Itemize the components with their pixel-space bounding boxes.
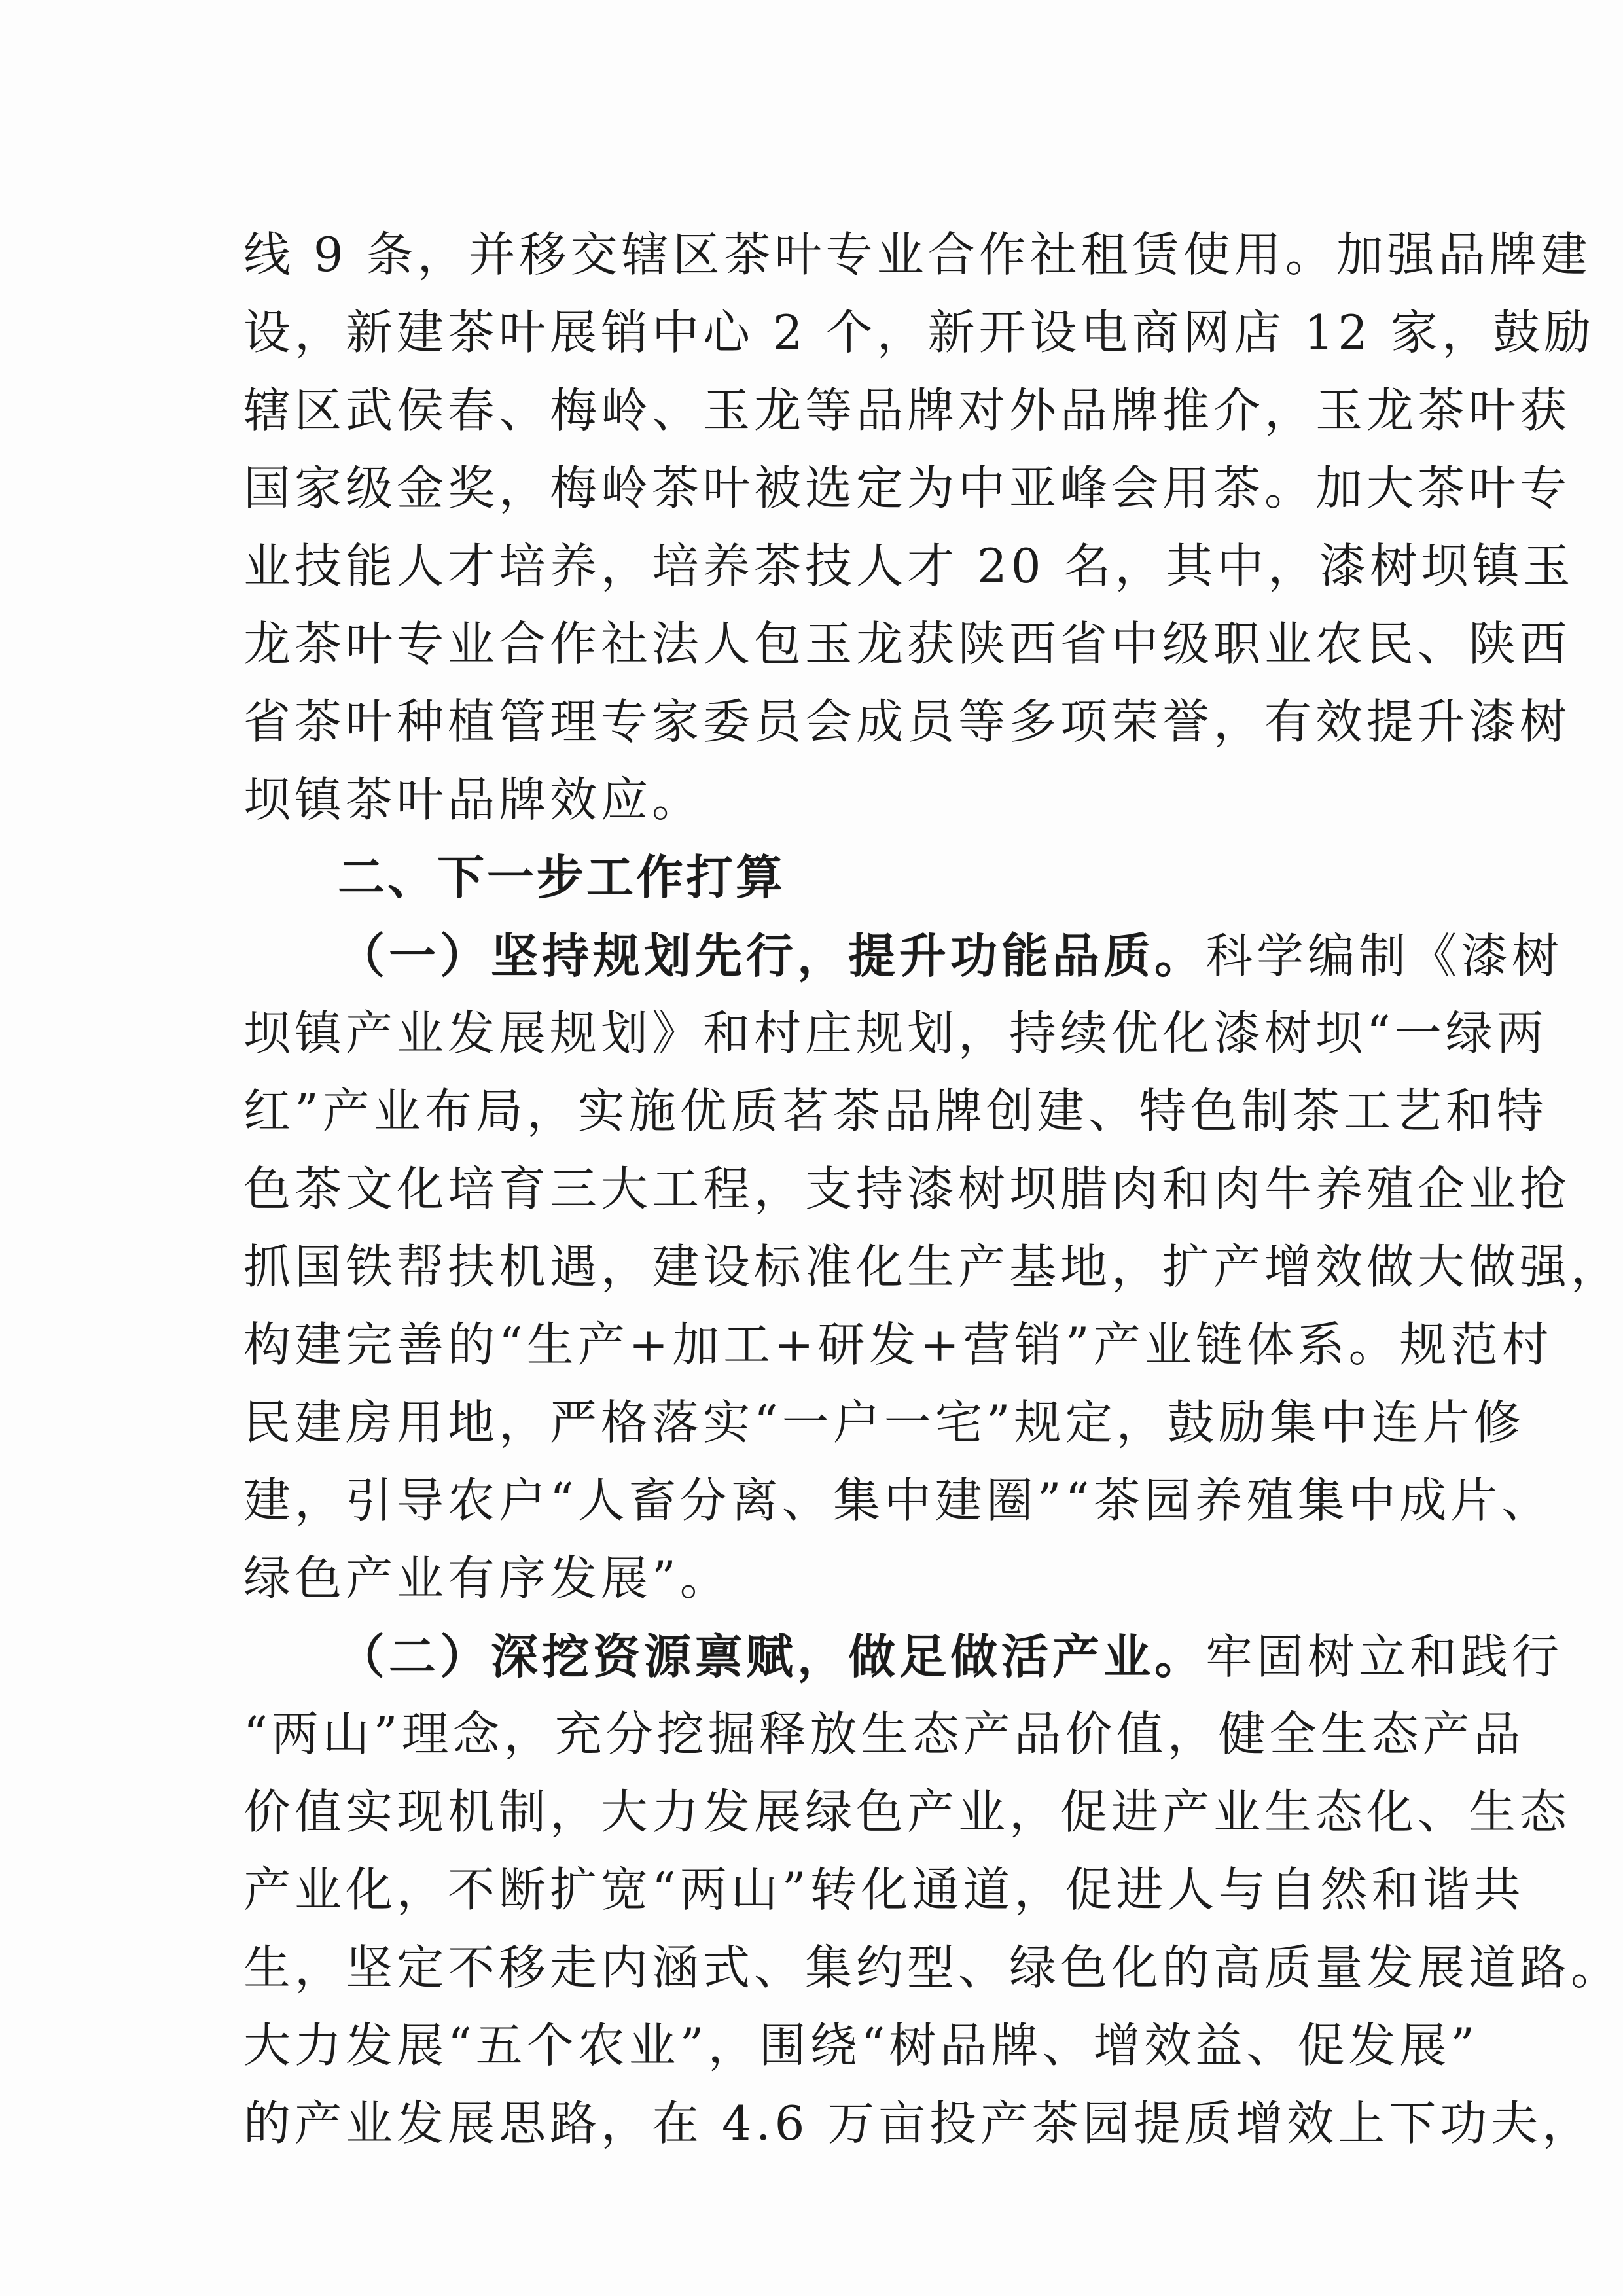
para1-line: 构建完善的“生产+加工+研发+营销”产业链体系。规范村 xyxy=(243,1317,1553,1372)
body-line: 线 9 条，并移交辖区茶叶专业合作社租赁使用。加强品牌建 xyxy=(243,227,1592,282)
para2-line: “两山”理念，充分挖掘释放生态产品价值，健全生态产品 xyxy=(243,1706,1525,1761)
para1-line: 坝镇产业发展规划》和村庄规划，持续优化漆树坝“一绿两 xyxy=(243,1006,1548,1061)
para1-line: 建，引导农户“人畜分离、集中建圈”“茶园养殖集中成片、 xyxy=(243,1473,1553,1528)
para1-lead: （一）坚持规划先行，提升功能品质。 xyxy=(338,928,1206,983)
para2-line: 的产业发展思路，在 4.6 万亩投产茶园提质增效上下功夫， xyxy=(243,2096,1594,2151)
body-line: 辖区武侯春、梅岭、玉龙等品牌对外品牌推介，玉龙茶叶获 xyxy=(243,383,1571,438)
section-heading: 二、下一步工作打算 xyxy=(338,850,786,905)
para2-line: 生，坚定不移走内涵式、集约型、绿色化的高质量发展道路。 xyxy=(243,1940,1622,1995)
para1-line: 抓国铁帮扶机遇，建设标准化生产基地，扩产增效做大做强， xyxy=(243,1239,1622,1294)
para1-line: 绿色产业有序发展”。 xyxy=(243,1551,731,1606)
body-line: 省茶叶种植管理专家委员会成员等多项荣誉，有效提升漆树 xyxy=(243,694,1571,749)
para1-line: 红”产业布局，实施优质茗茶品牌创建、特色制茶工艺和特 xyxy=(243,1084,1548,1139)
para1-first-line xyxy=(243,917,1563,995)
body-line: 设，新建茶叶展销中心 2 个，新开设电商网店 12 家，鼓励 xyxy=(243,305,1595,360)
body-line: 龙茶叶专业合作社法人包玉龙获陕西省中级职业农民、陕西 xyxy=(243,616,1571,671)
para1-first-line-rest: 科学编制《漆树 xyxy=(1205,928,1563,983)
document-body xyxy=(243,216,1622,2163)
para1-line: 色茶文化培育三大工程，支持漆树坝腊肉和肉牛养殖企业抢 xyxy=(243,1161,1571,1216)
body-line: 坝镇茶叶品牌效应。 xyxy=(243,772,704,827)
para2-line: 大力发展“五个农业”，围绕“树品牌、增效益、促发展” xyxy=(243,2018,1479,2073)
para2-lead: （二）深挖资源禀赋，做足做活产业。 xyxy=(338,1629,1206,1684)
para2-first-line-rest: 牢固树立和践行 xyxy=(1205,1629,1563,1684)
body-line: 国家级金奖，梅岭茶叶被选定为中亚峰会用茶。加大茶叶专 xyxy=(243,461,1571,516)
para2-line: 产业化，不断扩宽“两山”转化通道，促进人与自然和谐共 xyxy=(243,1862,1525,1917)
para2-line: 价值实现机制，大力发展绿色产业，促进产业生态化、生态 xyxy=(243,1784,1571,1839)
para2-first-line xyxy=(243,1617,1563,1695)
body-line: 业技能人才培养，培养茶技人才 20 名，其中，漆树坝镇玉 xyxy=(243,539,1575,593)
para1-line: 民建房用地，严格落实“一户一宅”规定，鼓励集中连片修 xyxy=(243,1395,1525,1450)
